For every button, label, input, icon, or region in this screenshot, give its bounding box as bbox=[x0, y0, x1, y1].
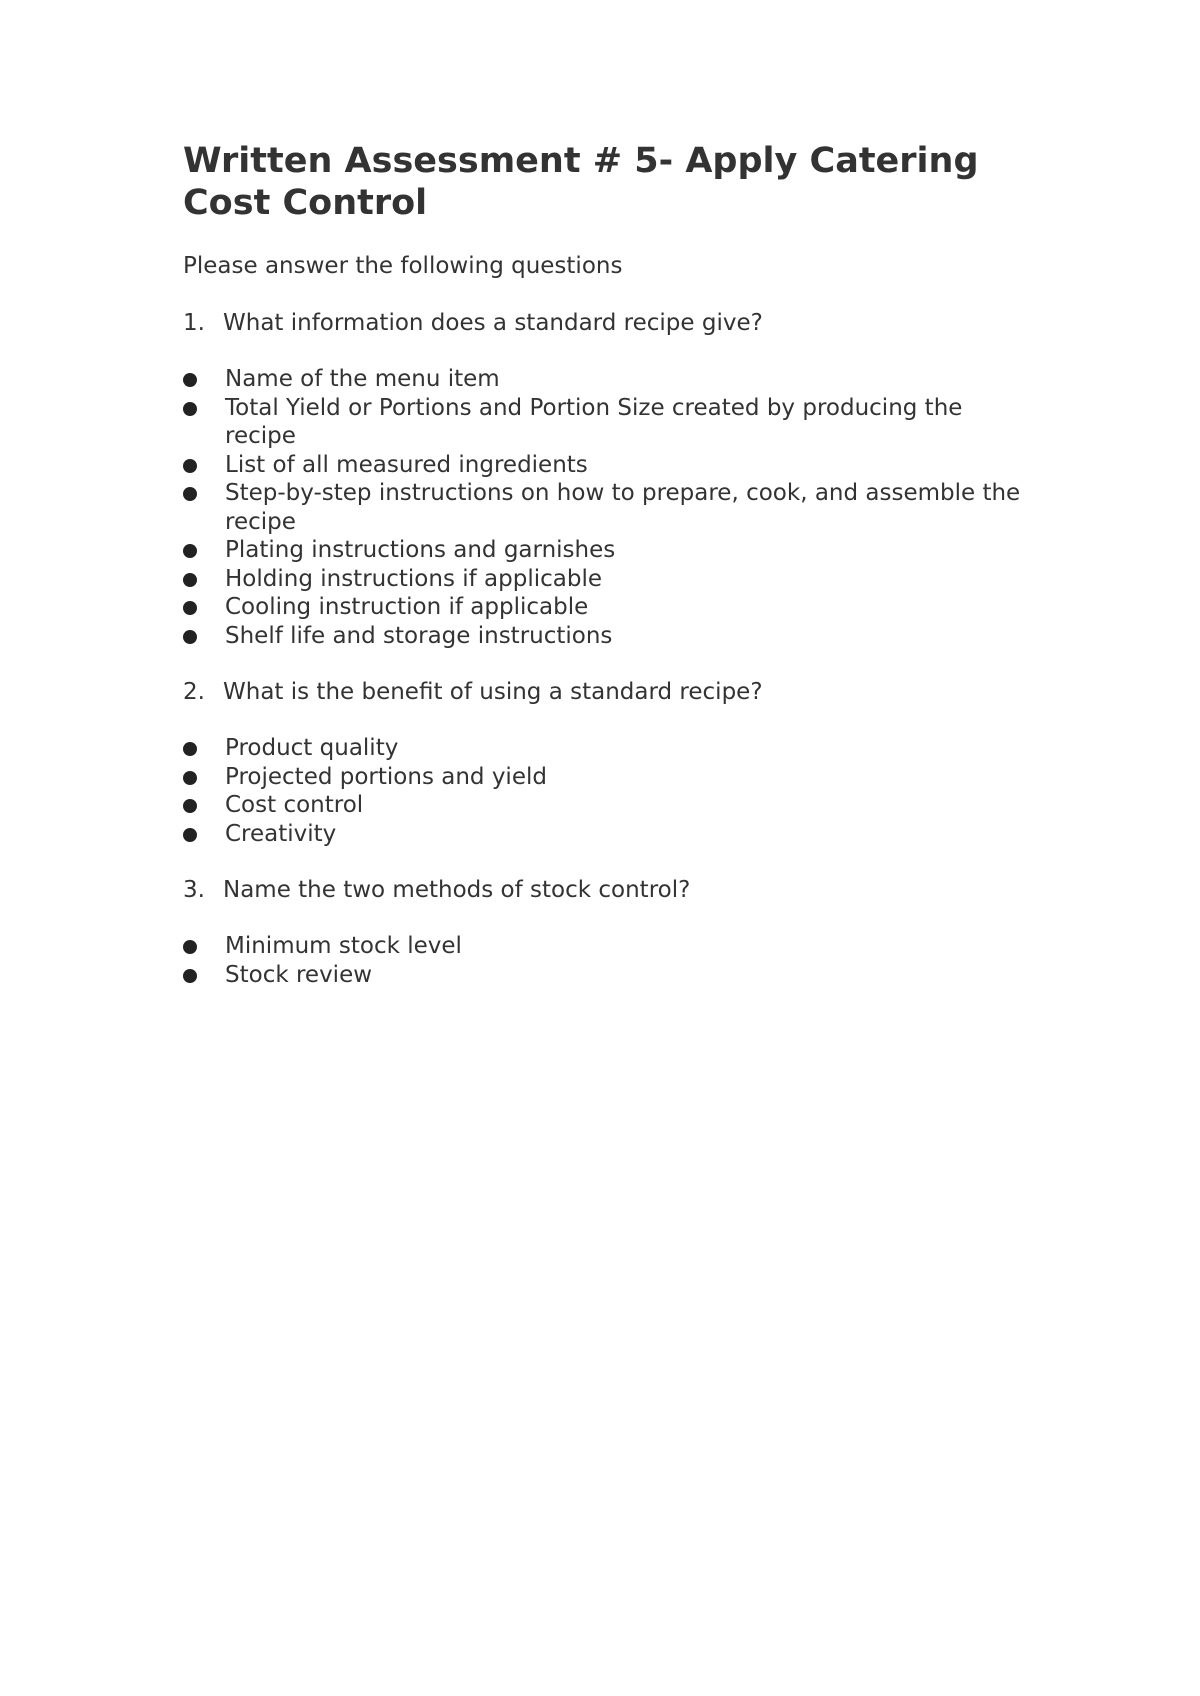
question-text: What is the benefit of using a standard recipe? bbox=[223, 679, 763, 705]
bullet-icon bbox=[183, 969, 197, 983]
list-item bbox=[183, 593, 1025, 622]
answer-list-3 bbox=[183, 932, 1043, 989]
answer-text: Creativity bbox=[225, 820, 337, 847]
answer-text: Plating instructions and garnishes bbox=[225, 537, 616, 563]
list-item bbox=[183, 622, 1025, 651]
document-page bbox=[183, 140, 1043, 989]
answer-text: Name of the menu item bbox=[225, 366, 500, 392]
document-title: Written Assessment # 5- Apply Catering Cost Control bbox=[183, 141, 979, 223]
question-text: Name the two methods of stock control? bbox=[223, 877, 691, 903]
bullet-icon bbox=[183, 544, 197, 558]
answer-text: Minimum stock level bbox=[225, 933, 462, 959]
list-item bbox=[183, 763, 1025, 792]
bullet-icon bbox=[183, 799, 197, 813]
list-item bbox=[183, 536, 1025, 565]
intro-text: Please answer the following questions bbox=[183, 253, 623, 279]
bullet-icon bbox=[183, 828, 197, 842]
answer-text: Total Yield or Portions and Portion Size created by producing the recipe bbox=[225, 394, 963, 449]
question-number: 2. bbox=[183, 679, 205, 705]
bullet-icon bbox=[183, 573, 197, 587]
bullet-icon bbox=[183, 487, 197, 501]
list-item bbox=[183, 394, 1025, 451]
list-item bbox=[183, 820, 1025, 849]
list-item bbox=[183, 479, 1025, 536]
list-item bbox=[183, 451, 1025, 480]
answer-list-2 bbox=[183, 734, 1043, 848]
answer-text: Holding instructions if applicable bbox=[225, 565, 602, 592]
question-1 bbox=[183, 309, 1043, 338]
list-item bbox=[183, 961, 1025, 990]
answer-text: Cost control bbox=[225, 792, 364, 818]
answer-text: Product quality bbox=[225, 735, 399, 761]
answer-list-1 bbox=[183, 365, 1043, 650]
bullet-icon bbox=[183, 742, 197, 756]
bullet-icon bbox=[183, 601, 197, 615]
question-3 bbox=[183, 876, 1043, 905]
list-item bbox=[183, 565, 1025, 594]
answer-text: Shelf life and storage instructions bbox=[225, 622, 613, 649]
question-number: 3. bbox=[183, 877, 205, 903]
answer-text: Step-by-step instructions on how to prepare, cook, and assemble the recipe bbox=[225, 480, 1021, 535]
list-item bbox=[183, 365, 1025, 394]
list-item bbox=[183, 734, 1025, 763]
answer-text: Stock review bbox=[225, 961, 373, 988]
answer-text: Cooling instruction if applicable bbox=[225, 594, 589, 620]
list-item bbox=[183, 791, 1025, 820]
question-number: 1. bbox=[183, 310, 205, 336]
question-text: What information does a standard recipe give? bbox=[223, 310, 763, 336]
list-item bbox=[183, 932, 1025, 961]
answer-text: List of all measured ingredients bbox=[225, 451, 588, 478]
bullet-icon bbox=[183, 771, 197, 785]
bullet-icon bbox=[183, 630, 197, 644]
answer-text: Projected portions and yield bbox=[225, 763, 547, 790]
bullet-icon bbox=[183, 940, 197, 954]
bullet-icon bbox=[183, 373, 197, 387]
bullet-icon bbox=[183, 402, 197, 416]
question-2 bbox=[183, 678, 1043, 707]
bullet-icon bbox=[183, 459, 197, 473]
